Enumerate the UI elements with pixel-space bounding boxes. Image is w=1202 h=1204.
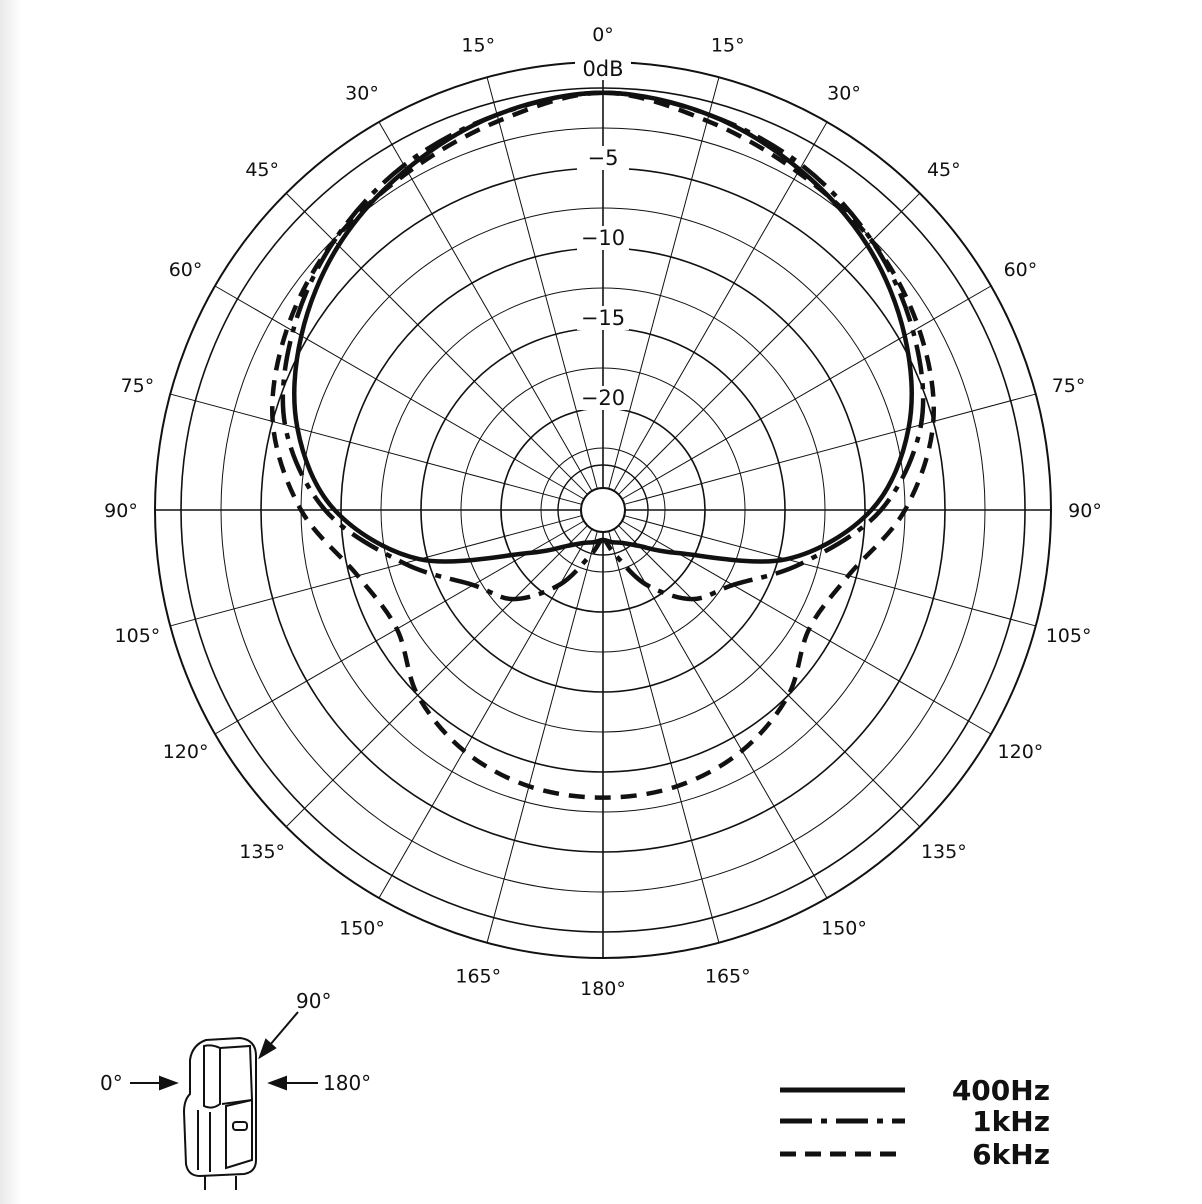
angle-label: 150° — [339, 917, 385, 940]
angle-label: 135° — [920, 840, 967, 863]
angle-label: 150° — [821, 917, 867, 940]
legend-label-400hz: 400Hz — [951, 1074, 1050, 1107]
grid-spoke — [619, 526, 920, 827]
grid-spoke — [170, 394, 581, 504]
grid-spoke — [487, 77, 597, 488]
center-hole — [581, 488, 625, 532]
angle-label: 135° — [239, 840, 286, 863]
arrowhead-0deg — [160, 1077, 176, 1089]
grid-spoke — [609, 531, 719, 942]
angle-label: 30° — [345, 82, 379, 105]
grid-spoke — [624, 394, 1035, 504]
polar-grid — [155, 62, 1051, 958]
radial-tick-label: −10 — [580, 226, 626, 250]
grid-spoke — [170, 516, 581, 626]
legend-label-1khz: 1kHz — [972, 1105, 1050, 1138]
microphone-icon — [184, 1038, 256, 1190]
grid-spoke — [286, 193, 587, 494]
angle-label: 105° — [1045, 624, 1092, 647]
angle-label: 90° — [1068, 500, 1102, 522]
radial-tick-label: −5 — [587, 146, 619, 170]
legend — [780, 1074, 1050, 1171]
grid-spoke — [622, 286, 991, 499]
angle-label: 45° — [245, 159, 280, 182]
grid-spoke — [609, 77, 719, 488]
device-label-180deg: 180° — [323, 1071, 372, 1095]
angle-label: 180° — [580, 978, 626, 1000]
arrowhead-180deg — [270, 1077, 286, 1089]
angle-label: 15° — [461, 34, 496, 57]
grid-spoke — [614, 122, 827, 491]
angle-label: 105° — [114, 624, 161, 647]
angle-label: 90° — [104, 500, 138, 522]
legend-label-6khz: 6kHz — [972, 1138, 1050, 1171]
radial-tick-label: 0dB — [582, 57, 624, 81]
grid-spoke — [286, 526, 587, 827]
grid-spoke — [619, 193, 920, 494]
device-label-0deg: 0° — [100, 1071, 123, 1095]
angle-label: 60° — [168, 259, 203, 281]
grid-spoke — [624, 516, 1035, 626]
angle-label: 0° — [592, 24, 614, 46]
angle-label: 120° — [162, 741, 209, 763]
grid-spoke — [215, 286, 584, 499]
angle-label: 60° — [1003, 259, 1038, 281]
radial-tick-label: −20 — [580, 386, 626, 410]
device-label-90deg: 90° — [296, 989, 332, 1013]
angle-label: 120° — [997, 741, 1044, 763]
device-orientation-diagram — [100, 989, 371, 1190]
angle-label: 165° — [704, 965, 751, 988]
grid-spoke — [379, 122, 592, 491]
angle-label: 30° — [827, 82, 861, 105]
angle-label: 45° — [926, 159, 961, 182]
angle-label: 15° — [710, 34, 745, 57]
angle-label: 165° — [455, 965, 502, 988]
angle-label: 75° — [120, 375, 155, 398]
angle-label: 75° — [1051, 375, 1086, 398]
radial-tick-label: −15 — [580, 306, 626, 330]
